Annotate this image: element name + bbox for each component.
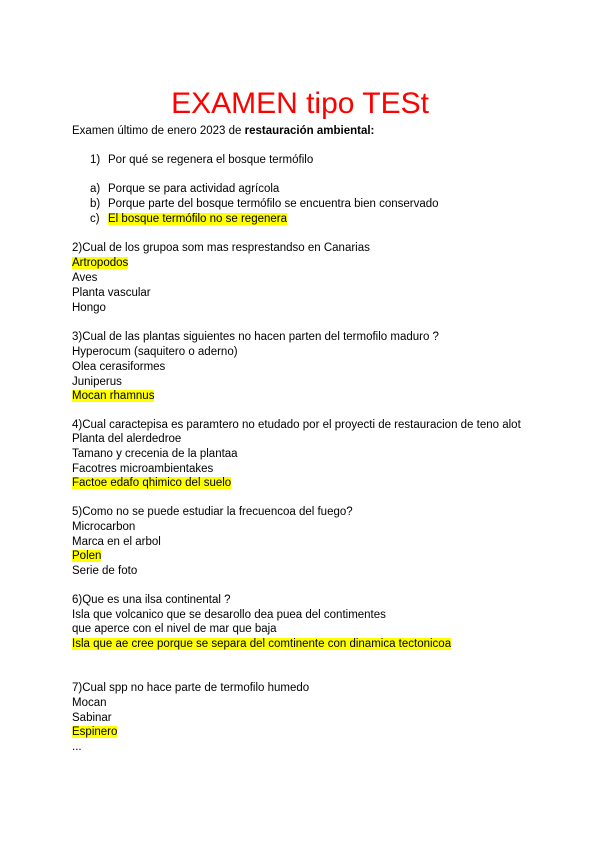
correct-answer-highlight: Factoe edafo qhimico del suelo [72,477,232,489]
q5-answer-1: Microcarbon [72,521,136,533]
option-mark: b) [90,198,101,210]
q2-answer-2: Aves [72,272,98,284]
question-4: 4)Cual caractерisa es paramtero no etudado por el proyecti de restauracion de teno alot [72,419,521,431]
correct-answer-highlight: El bosque termófilo no se regenera [108,213,287,225]
option-mark: a) [90,183,101,195]
q2-answer-3: Planta vascular [72,287,151,299]
q1-option-a [90,182,279,197]
q3-answer-2: Olea cerasiformes [72,361,166,373]
question-6: 6)Que es una ilsa continental ? [72,594,231,606]
intro-line [72,124,374,139]
q2-answer-1 [72,256,128,271]
intro-subject: restauración ambiental: [244,125,375,137]
q7-answer-2: Sabinar [72,712,112,724]
option-text: Porque se para actividad agrícola [108,183,280,195]
q1-option-b [90,197,439,212]
q3-answer-3: Juniperus [72,376,122,388]
question-number: 1) [90,154,101,166]
q7-answer-1: Mocan [72,697,107,709]
question-text: Por qué se regenera el bosque termófilo [108,154,314,166]
q5-answer-2: Marca en el arbol [72,536,161,548]
correct-answer-highlight: Espinero [72,726,118,738]
page-title: EXAMEN tipo TESt [171,87,429,120]
q6-answer-2: que aperce con el nivel de mar que baja [72,623,277,635]
option-mark: c) [90,213,100,225]
q7-ellipsis: ... [72,741,82,753]
correct-answer-highlight: Polen [72,550,102,562]
question-3: 3)Cual de las plantas siguientes no hacen parten del termofilo maduro ? [72,331,439,343]
option-text: Porque parte del bosque termófilo se encuentra bien conservado [108,198,439,210]
question-1 [90,153,313,168]
correct-answer-highlight: Isla que ae cree porque se separa del comtinente con dinamica tectonicoa [72,638,452,650]
q4-answer-1: Planta del alerdedroe [72,433,182,445]
q4-answer-2: Tamano y crecenia de la plantaa [72,448,238,460]
question-7: 7)Cual spp no hace parte de termofilo humedo [72,682,310,694]
question-2: 2)Cual de los grupoa som mas resprestandso en Canarias [72,242,370,254]
q4-answer-4 [72,476,231,491]
q4-answer-3: Facotres microambientakes [72,463,214,475]
q1-option-c [90,212,287,227]
q6-answer-1: Isla que volcanico que se desarollo dea puea del contimentes [72,609,386,621]
q6-answer-3 [72,637,451,652]
q2-answer-4: Hongo [72,302,106,314]
question-5: 5)Como no se puede estudiar la frecuencoa del fuego? [72,506,353,518]
q5-answer-4: Serie de foto [72,565,138,577]
correct-answer-highlight: Artropodos [72,257,129,269]
q7-answer-3 [72,725,117,740]
q3-answer-4 [72,389,154,404]
correct-answer-highlight: Mocan rhamnus [72,390,155,402]
intro-text: Examen último de enero 2023 de [72,125,245,137]
q5-answer-3 [72,549,101,564]
q3-answer-1: Hyperocum (saquitero o aderno) [72,346,238,358]
